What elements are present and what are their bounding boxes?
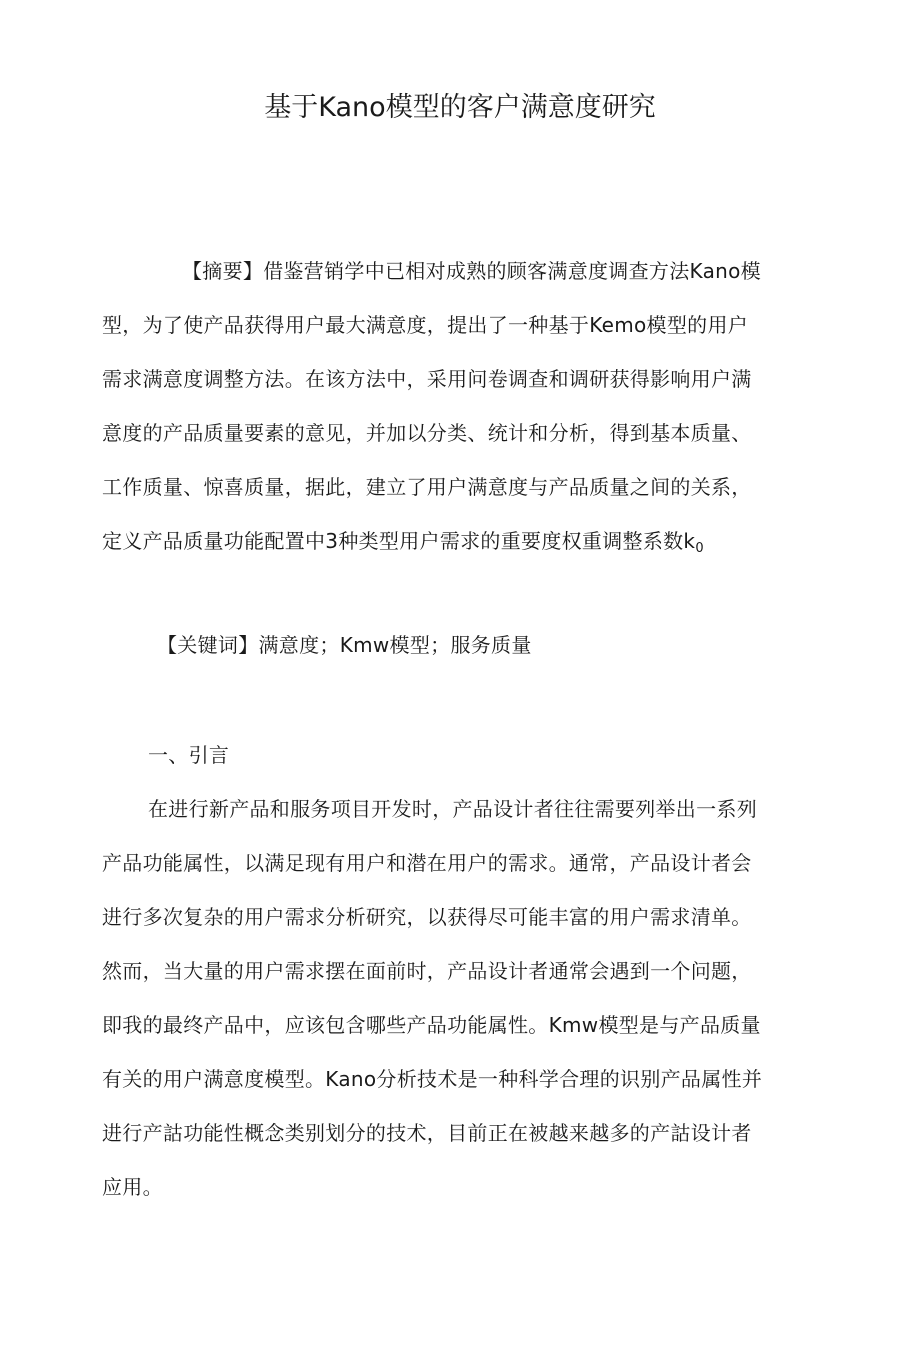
intro-line: 应用。 — [102, 1175, 163, 1199]
abstract-line: 型，为了使产品获得用户最大满意度，提出了一种基于Kemo模型的用户 — [102, 313, 749, 337]
abstract-line-last — [102, 514, 802, 576]
intro-line: 进行多次复杂的用户需求分析研究，以获得尽可能丰富的用户需求清单。 — [102, 905, 752, 929]
keywords-line: 【关键词】满意度；Kmw模型；服务质量 — [157, 633, 532, 657]
coefficient-subscript: 0 — [695, 541, 704, 556]
intro-line: 进行产詁功能性概念类别划分的技术，目前正在被越来越多的产詁设计者 — [102, 1121, 752, 1145]
abstract-line: 【摘要】借鉴营销学中已相对成熟的顾客满意度调查方法Kano模 — [182, 259, 761, 283]
abstract-line-text: 定义产品质量功能配置中3种类型用户需求的重要度权重调整系数k — [102, 529, 696, 553]
intro-line: 有关的用户满意度模型。Kano分析技术是一种科学合理的识别产品属性并 — [102, 1067, 763, 1091]
abstract-line: 意度的产品质量要素的意见，并加以分类、统计和分析，得到基本质量、 — [102, 421, 752, 445]
abstract-line: 需求满意度调整方法。在该方法中，采用问卷调查和调研获得影响用户满 — [102, 367, 752, 391]
section-heading-text: 一、引言 — [148, 743, 230, 767]
intro-line: 然而，当大量的用户需求摆在面前时，产品设计者通常会遇到一个问题， — [102, 959, 752, 983]
intro-paragraph — [102, 782, 802, 1214]
section-heading — [102, 728, 802, 782]
document-title: 基于Kano模型的客户满意度研究 — [264, 92, 656, 123]
intro-line: 在进行新产品和服务项目开发时，产品设计者往往需要列举出一系列 — [148, 797, 757, 821]
keywords-paragraph — [102, 618, 802, 672]
abstract-paragraph — [102, 244, 802, 576]
intro-line: 产品功能属性，以满足现有用户和潜在用户的需求。通常，产品设计者会 — [102, 851, 752, 875]
intro-line: 即我的最终产品中，应该包含哪些产品功能属性。Kmw模型是与产品质量 — [102, 1013, 761, 1037]
abstract-line: 工作质量、惊喜质量，据此，建立了用户满意度与产品质量之间的关系， — [102, 475, 752, 499]
